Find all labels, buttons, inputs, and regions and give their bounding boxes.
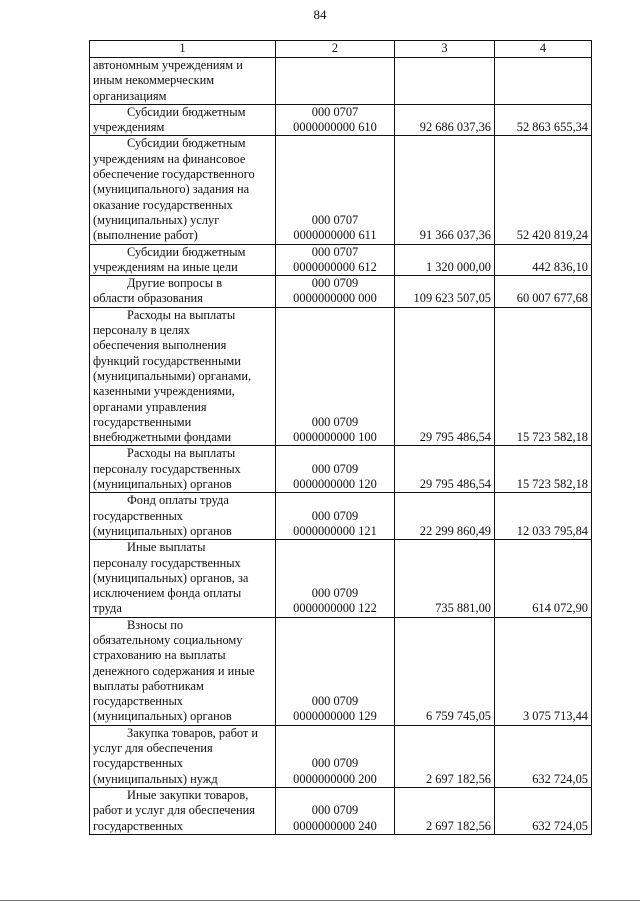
approved-amount-cell: 735 881,00: [395, 540, 495, 617]
executed-amount-cell: 614 072,90: [495, 540, 592, 617]
executed-amount-cell: 52 420 819,24: [495, 136, 592, 244]
executed-amount-cell: 442 836,10: [495, 244, 592, 276]
expense-name-text: Закупка товаров, работ и услуг для обеспечения государственных (муниципальных) нужд: [93, 725, 259, 786]
approved-amount-cell: 2 697 182,56: [395, 787, 495, 834]
table-row: [90, 493, 592, 540]
header-col-3: 3: [395, 41, 495, 58]
expense-name-text: автономным учреждениям и иным некоммерческим организациям: [93, 58, 243, 103]
table-row: [90, 446, 592, 493]
bottom-edge-line: [0, 900, 640, 901]
executed-amount-cell: 12 033 795,84: [495, 493, 592, 540]
approved-amount-cell: 29 795 486,54: [395, 446, 495, 493]
expense-name-cell: [90, 307, 276, 446]
expense-name-text: Иные закупки товаров, работ и услуг для обеспечения государственных: [93, 787, 255, 833]
table-row: [90, 617, 592, 725]
table-row: [90, 136, 592, 244]
executed-amount-cell: 52 863 655,34: [495, 104, 592, 136]
expense-name-cell: [90, 136, 276, 244]
table-row: [90, 540, 592, 617]
expense-name-cell: [90, 617, 276, 725]
expense-name-cell: [90, 493, 276, 540]
table-row: [90, 276, 592, 308]
executed-amount-cell: 632 724,05: [495, 787, 592, 834]
classification-code-cell: 000 0709 0000000000 200: [276, 725, 395, 787]
expense-name-cell: [90, 276, 276, 308]
approved-amount-cell: 29 795 486,54: [395, 307, 495, 446]
expense-name-cell: [90, 787, 276, 834]
header-col-1: 1: [90, 41, 276, 58]
approved-amount-cell: 6 759 745,05: [395, 617, 495, 725]
executed-amount-cell: [495, 58, 592, 105]
executed-amount-cell: 632 724,05: [495, 725, 592, 787]
approved-amount-cell: [395, 58, 495, 105]
table-row: [90, 307, 592, 446]
expense-name-cell: [90, 540, 276, 617]
classification-code-cell: 000 0707 0000000000 610: [276, 104, 395, 136]
table-row: [90, 244, 592, 276]
approved-amount-cell: 2 697 182,56: [395, 725, 495, 787]
header-col-4: 4: [495, 41, 592, 58]
table-row: [90, 787, 592, 834]
executed-amount-cell: 60 007 677,68: [495, 276, 592, 308]
approved-amount-cell: 22 299 860,49: [395, 493, 495, 540]
expense-name-cell: [90, 725, 276, 787]
classification-code-cell: 000 0709 0000000000 122: [276, 540, 395, 617]
budget-table: [89, 40, 592, 835]
classification-code-cell: 000 0707 0000000000 612: [276, 244, 395, 276]
table-row: [90, 725, 592, 787]
expense-name-text: Субсидии бюджетным учреждениям: [93, 104, 246, 135]
classification-code-cell: 000 0709 0000000000 240: [276, 787, 395, 834]
expense-name-text: Расходы на выплаты персоналу в целях обеспечения выполнения функций государственными (муниципальными) органами, казенными учреждениями, органами управления государственными внебюджетными фондами: [93, 307, 252, 445]
page-number: 84: [313, 7, 327, 22]
classification-code-cell: 000 0709 0000000000 100: [276, 307, 395, 446]
expense-name-cell: [90, 446, 276, 493]
approved-amount-cell: 1 320 000,00: [395, 244, 495, 276]
approved-amount-cell: 109 623 507,05: [395, 276, 495, 308]
table-row: [90, 104, 592, 136]
classification-code-cell: 000 0707 0000000000 611: [276, 136, 395, 244]
approved-amount-cell: 91 366 037,36: [395, 136, 495, 244]
header-row: [90, 41, 592, 58]
header-col-2: 2: [276, 41, 395, 58]
classification-code-cell: [276, 58, 395, 105]
expense-name-text: Фонд оплаты труда государственных (муниципальных) органов: [93, 493, 232, 538]
table-row: [90, 58, 592, 105]
classification-code-cell: 000 0709 0000000000 000: [276, 276, 395, 308]
expense-name-cell: [90, 104, 276, 136]
executed-amount-cell: 15 723 582,18: [495, 446, 592, 493]
classification-code-cell: 000 0709 0000000000 120: [276, 446, 395, 493]
classification-code-cell: 000 0709 0000000000 121: [276, 493, 395, 540]
executed-amount-cell: 3 075 713,44: [495, 617, 592, 725]
expense-name-text: Расходы на выплаты персоналу государственных (муниципальных) органов: [93, 446, 241, 492]
expense-name-cell: [90, 58, 276, 105]
approved-amount-cell: 92 686 037,36: [395, 104, 495, 136]
expense-name-text: Субсидии бюджетным учреждениям на финансовое обеспечение государственного (муниципального) задания на оказание государственных (муниципальных) услуг (выполнение работ): [93, 136, 255, 243]
classification-code-cell: 000 0709 0000000000 129: [276, 617, 395, 725]
expense-name-text: Взносы по обязательному социальному страхованию на выплаты денежного содержания и иные выплаты работникам государственных (муниципальных) органов: [93, 617, 255, 724]
expense-name-text: Иные выплаты персоналу государственных (муниципальных) органов, за исключением фонда оплаты труда: [93, 540, 249, 616]
budget-table-body: [90, 41, 592, 835]
expense-name-text: Субсидии бюджетным учреждениям на иные цели: [93, 244, 246, 274]
expense-name-cell: [90, 244, 276, 276]
executed-amount-cell: 15 723 582,18: [495, 307, 592, 446]
expense-name-text: Другие вопросы в области образования: [93, 276, 223, 306]
